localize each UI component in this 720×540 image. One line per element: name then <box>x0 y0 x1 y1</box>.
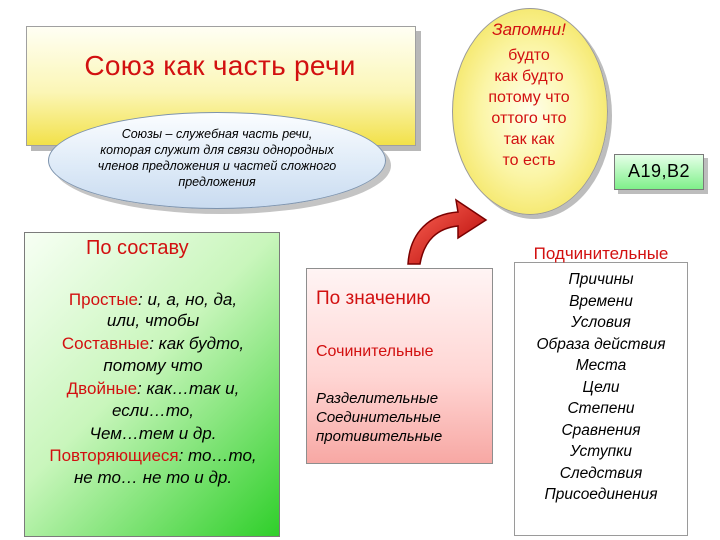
definition-line: Союзы – служебная часть речи, <box>121 127 313 141</box>
meaning-heading: По значению <box>316 288 431 309</box>
page-title: Союз как часть речи <box>84 50 356 81</box>
remember-title: Запомни! <box>492 20 566 39</box>
list-item: Времени <box>569 292 633 310</box>
double-text: : как…так и, <box>137 379 240 398</box>
list-item: Уступки <box>569 443 633 460</box>
remember-list <box>452 45 606 171</box>
list-item: Места <box>575 357 627 374</box>
subordinating-list <box>514 269 688 506</box>
definition-line: которая служит для связи однородных <box>100 143 334 157</box>
repeat-line-2: не то… не то и др. <box>73 468 233 487</box>
list-item: Присоединения <box>544 486 658 503</box>
double-line <box>18 378 288 399</box>
coordinating-heading: Сочинительные <box>316 343 434 360</box>
list-item: Цели <box>582 378 620 396</box>
definition-line: членов предложения и частей сложного <box>97 159 337 173</box>
list-item: противительные <box>316 428 443 445</box>
double-line-2: если…то, <box>112 401 194 420</box>
list-item: Сравнения <box>561 421 641 439</box>
repeat-text: : то…то, <box>178 446 257 465</box>
subordinating-heading: Подчинительные <box>533 244 669 263</box>
list-item: оттого что <box>491 110 567 127</box>
list-item: Причины <box>568 271 634 288</box>
coordinating-list <box>316 389 442 446</box>
list-item: так как <box>503 131 555 148</box>
compound-text: : как будто, <box>149 334 245 353</box>
simple-text: : и, а, но, да, <box>138 290 238 309</box>
double-label: Двойные <box>66 379 138 398</box>
composition-heading: По составу <box>86 237 189 259</box>
list-item: Степени <box>567 400 635 417</box>
list-item: Условия <box>571 314 631 331</box>
simple-line <box>18 289 288 310</box>
list-item: потому что <box>488 89 570 106</box>
repeat-label: Повторяющиеся <box>49 446 179 465</box>
list-item: как будто <box>494 68 564 85</box>
exam-code-label: А19,В2 <box>627 161 691 181</box>
repeat-line <box>18 445 288 466</box>
list-item: Образа действия <box>536 335 666 353</box>
compound-line-2: потому что <box>103 356 203 375</box>
definition-line: предложения <box>178 175 256 189</box>
simple-line-2: или, чтобы <box>106 311 200 330</box>
compound-line <box>18 333 288 354</box>
double-line-3: Чем…тем и др. <box>89 424 217 443</box>
list-item: Соединительные <box>316 409 441 426</box>
compound-label: Составные <box>61 334 150 353</box>
definition-text <box>72 126 362 190</box>
curved-arrow-icon <box>400 192 490 272</box>
list-item: будто <box>508 47 550 64</box>
list-item: то есть <box>502 152 556 169</box>
list-item: Разделительные <box>316 390 439 407</box>
simple-label: Простые <box>68 290 138 309</box>
list-item: Следствия <box>559 464 643 482</box>
